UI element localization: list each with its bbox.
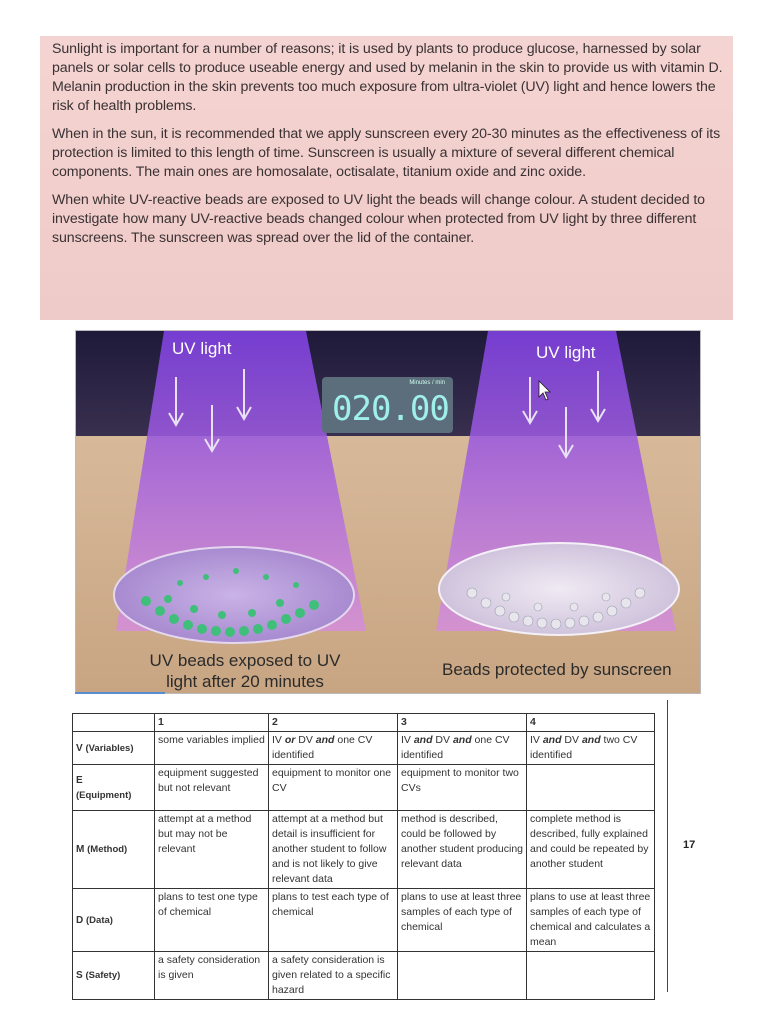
- rubric-row-v: [73, 732, 655, 765]
- marking-rubric-table: [72, 713, 655, 1000]
- rubric-criterion: [73, 732, 155, 765]
- intro-paragraph-3: When white UV-reactive beads are exposed to UV light the beads will change colour. A student decided to investigate how many UV-reactive beads changed colour when protected from UV light by three different sunscreens. The sunscreen was spread over the lid of the container.: [52, 192, 705, 246]
- rubric-cell-text: IV: [530, 734, 543, 746]
- rubric-cell-text: and: [581, 734, 601, 746]
- experiment-photo: [75, 330, 701, 694]
- criterion-code: D: [76, 914, 84, 926]
- rubric-cell: a safety consideration is given: [155, 952, 269, 1000]
- rubric-cell-text: or: [284, 734, 296, 746]
- rubric-cell: [527, 732, 655, 765]
- criterion-code: S: [76, 970, 83, 981]
- rubric-cell: [398, 732, 527, 765]
- rubric-cell: complete method is described, fully explained and could be repeated by another student: [527, 811, 655, 889]
- link-underline: [75, 692, 165, 694]
- rubric-cell: plans to test one type of chemical: [155, 889, 269, 952]
- intro-paragraph-2: When in the sun, it is recommended that we apply sunscreen every 20-30 minutes as the effectiveness of its protection is limited to this length of time. Sunscreen is usually a mixture of several different chemical components. The main ones are homosalate, octisalate, titanium oxide and zinc oxide.: [52, 126, 721, 180]
- rubric-header-blank: [73, 714, 155, 732]
- rubric-row-d: [73, 889, 655, 952]
- criterion-name: (Variables): [85, 742, 134, 754]
- rubric-row-m: [73, 811, 655, 889]
- caption-exposed: UV beads exposed to UV light after 20 minutes: [149, 651, 341, 691]
- rubric-cell-text: DV: [561, 734, 582, 746]
- criterion-name: (Data): [86, 914, 113, 926]
- rubric-cell-text: one CV identified: [401, 734, 510, 761]
- criterion-name: (Safety): [85, 970, 121, 981]
- margin-line: [667, 700, 668, 992]
- dish-exposed: [114, 547, 354, 643]
- rubric-cell: plans to test each type of chemical: [269, 889, 398, 952]
- page-number: 17: [683, 839, 696, 851]
- rubric-cell: method is described, could be followed by another student producing relevant data: [398, 811, 527, 889]
- rubric-cell-text: DV: [432, 734, 453, 746]
- rubric-cell-text: and: [315, 734, 335, 746]
- rubric-cell: equipment suggested but not relevant: [155, 765, 269, 811]
- criterion-name: (Method): [87, 844, 128, 855]
- uv-light-label-left: UV light: [172, 339, 232, 358]
- uv-light-label-right: UV light: [536, 343, 596, 362]
- criterion-code: V: [76, 742, 83, 754]
- rubric-cell: [269, 732, 398, 765]
- intro-text-panel: [40, 36, 733, 320]
- criterion-code: E: [76, 774, 83, 786]
- rubric-cell: attempt at a method but detail is insufficient for another student to follow and is not likely to give relevant data: [269, 811, 398, 889]
- caption-protected: Beads protected by sunscreen: [442, 660, 672, 679]
- rubric-cell-text: and: [452, 734, 472, 746]
- rubric-header-level-1: 1: [155, 714, 269, 732]
- criterion-name: (Equipment): [76, 789, 132, 801]
- rubric-header-row: [73, 714, 655, 732]
- timer-unit-label: Minutes / min: [409, 380, 445, 386]
- rubric-cell: some variables implied: [155, 732, 269, 765]
- rubric-cell-text: DV: [295, 734, 316, 746]
- rubric-criterion: [73, 952, 155, 1000]
- rubric-cell: plans to use at least three samples of each type of chemical and calculates a mean: [527, 889, 655, 952]
- rubric-cell-text: one CV identified: [272, 734, 373, 761]
- rubric-criterion: [73, 811, 155, 889]
- rubric-cell: a safety consideration is given related to a specific hazard: [269, 952, 398, 1000]
- rubric-header-level-2: 2: [269, 714, 398, 732]
- timer-digits: 020.00: [332, 389, 449, 429]
- rubric-cell-text: and: [542, 734, 562, 746]
- rubric-cell-text: two CV identified: [530, 734, 638, 761]
- rubric-header-level-4: 4: [527, 714, 655, 732]
- rubric-criterion: [73, 765, 155, 811]
- rubric-cell: [398, 952, 527, 1000]
- rubric-header-level-3: 3: [398, 714, 527, 732]
- rubric-cell: plans to use at least three samples of each type of chemical: [398, 889, 527, 952]
- criterion-code: M: [76, 844, 85, 855]
- rubric-row-s: [73, 952, 655, 1000]
- rubric-criterion: [73, 889, 155, 952]
- intro-paragraph-1: Sunlight is important for a number of reasons; it is used by plants to produce glucose, harnessed by solar panels or solar cells to produce useable energy and used by melanin in the skin to provide us with vitamin D. Melanin production in the skin prevents too much exposure from ultra-violet (UV) light and hence lowers the risk of health problems.: [52, 41, 723, 114]
- rubric-cell-text: and: [413, 734, 433, 746]
- rubric-cell: attempt at a method but may not be relevant: [155, 811, 269, 889]
- rubric-cell-text: IV: [272, 734, 285, 746]
- timer-display: [322, 377, 453, 433]
- rubric-cell: equipment to monitor two CVs: [398, 765, 527, 811]
- rubric-cell: [527, 952, 655, 1000]
- rubric-cell: equipment to monitor one CV: [269, 765, 398, 811]
- rubric-cell: [527, 765, 655, 811]
- rubric-cell-text: IV: [401, 734, 414, 746]
- rubric-row-e: [73, 765, 655, 811]
